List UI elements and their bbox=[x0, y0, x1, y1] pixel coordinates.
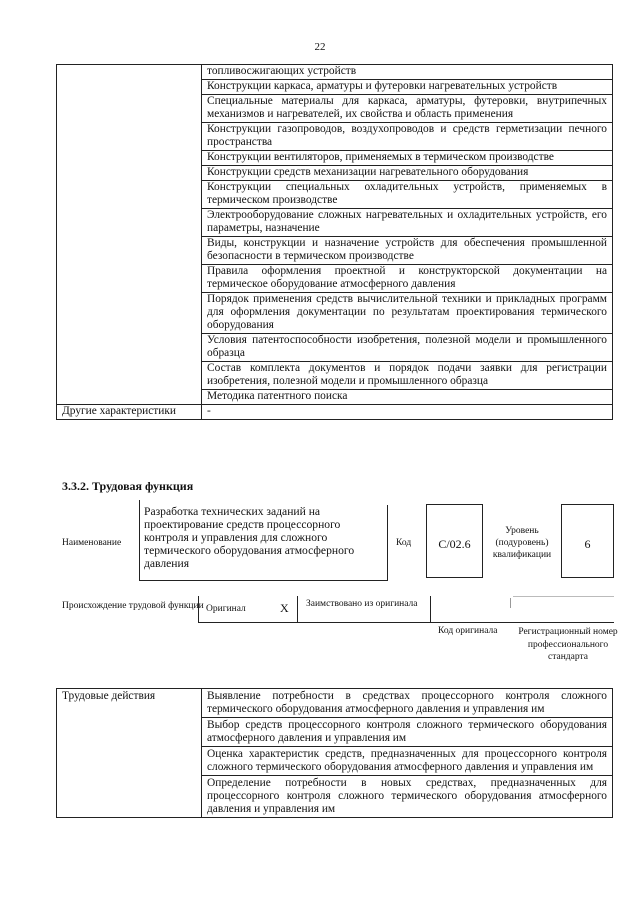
origin-label: Происхождение трудовой функции bbox=[62, 601, 204, 611]
labor-action-item: Определение потребности в новых средствах, предназначенных для процессорного контроля сложного термического оборудования атмосферного давления и управления им bbox=[202, 776, 613, 818]
reg-number-cell bbox=[513, 596, 614, 623]
qualification-level: 6 bbox=[561, 504, 614, 578]
page-number: 22 bbox=[314, 41, 326, 53]
name-label: Наименование bbox=[62, 538, 122, 548]
level-label: Уровень (подуровень) квалификации bbox=[492, 526, 552, 560]
knowledge-item: Конструкции газопроводов, воздухопроводов и средств герметизации печного пространства bbox=[202, 123, 613, 151]
knowledge-item: Методика патентного поиска bbox=[202, 390, 613, 405]
knowledge-item: Конструкции вентиляторов, применяемых в термическом производстве bbox=[202, 151, 613, 166]
knowledge-item: Виды, конструкции и назначение устройств для обеспечения промышленной безопасности в термическом производстве bbox=[202, 237, 613, 265]
labor-action-item: Выбор средств процессорного контроля сложного термического оборудования атмосферного давления и управления им bbox=[202, 718, 613, 747]
function-name: Разработка технических заданий на проектирование средств процессорного контроля и управления для сложного термического оборудования атмосферного давления bbox=[140, 505, 388, 581]
other-characteristics-value: - bbox=[202, 405, 613, 420]
code-original-cell bbox=[431, 596, 513, 623]
labor-actions-table bbox=[56, 688, 613, 818]
knowledge-item: Условия патентоспособности изобретения, полезной модели и промышленного образца bbox=[202, 334, 613, 362]
cell-divider bbox=[510, 598, 511, 608]
knowledge-item: Порядок применения средств вычислительной техники и прикладных программ для оформления документации по результатам проектирования термического оборудования bbox=[202, 293, 613, 334]
origin-borrowed-label: Заимствовано из оригинала bbox=[306, 599, 418, 609]
knowledge-label-cell bbox=[57, 65, 202, 405]
knowledge-item: Электрооборудование сложных нагревательных и охладительных устройств, его параметры, назначение bbox=[202, 209, 613, 237]
knowledge-item: Специальные материалы для каркаса, арматуры, футеровки, внутрипечных механизмов и нагревателей, их свойства и область применения bbox=[202, 95, 613, 123]
table-row bbox=[57, 689, 613, 718]
labor-action-item: Выявление потребности в средствах процессорного контроля сложного термического оборудования атмосферного давления и управления им bbox=[202, 689, 613, 718]
other-characteristics-label: Другие характеристики bbox=[57, 405, 202, 420]
reg-number-label: Регистрационный номер профессионального стандарта bbox=[518, 627, 618, 662]
knowledge-item: Конструкции средств механизации нагревательного оборудования bbox=[202, 166, 613, 181]
code-original-label: Код оригинала bbox=[438, 626, 498, 636]
code-label: Код bbox=[396, 538, 412, 548]
function-code: C/02.6 bbox=[426, 504, 483, 578]
labor-actions-label: Трудовые действия bbox=[57, 689, 202, 818]
origin-original-mark: X bbox=[280, 601, 289, 615]
knowledge-item: топливосжигающих устройств bbox=[202, 65, 613, 80]
knowledge-item: Конструкции каркаса, арматуры и футеровки нагревательных устройств bbox=[202, 80, 613, 95]
table-row bbox=[57, 65, 613, 80]
labor-action-item: Оценка характеристик средств, предназначенных для процессорного контроля сложного термического оборудования атмосферного давления и управления им bbox=[202, 747, 613, 776]
origin-original-label: Оригинал bbox=[206, 604, 246, 614]
knowledge-item: Конструкции специальных охладительных устройств, применяемых в термическом производстве bbox=[202, 181, 613, 209]
knowledge-item: Правила оформления проектной и конструкторской документации на термическое оборудование атмосферного давления bbox=[202, 265, 613, 293]
knowledge-table bbox=[56, 64, 613, 420]
table-row bbox=[57, 405, 613, 420]
knowledge-item: Состав комплекта документов и порядок подачи заявки для регистрации изобретения, полезной модели и промышленного образца bbox=[202, 362, 613, 390]
section-title: 3.3.2. Трудовая функция bbox=[62, 479, 194, 493]
